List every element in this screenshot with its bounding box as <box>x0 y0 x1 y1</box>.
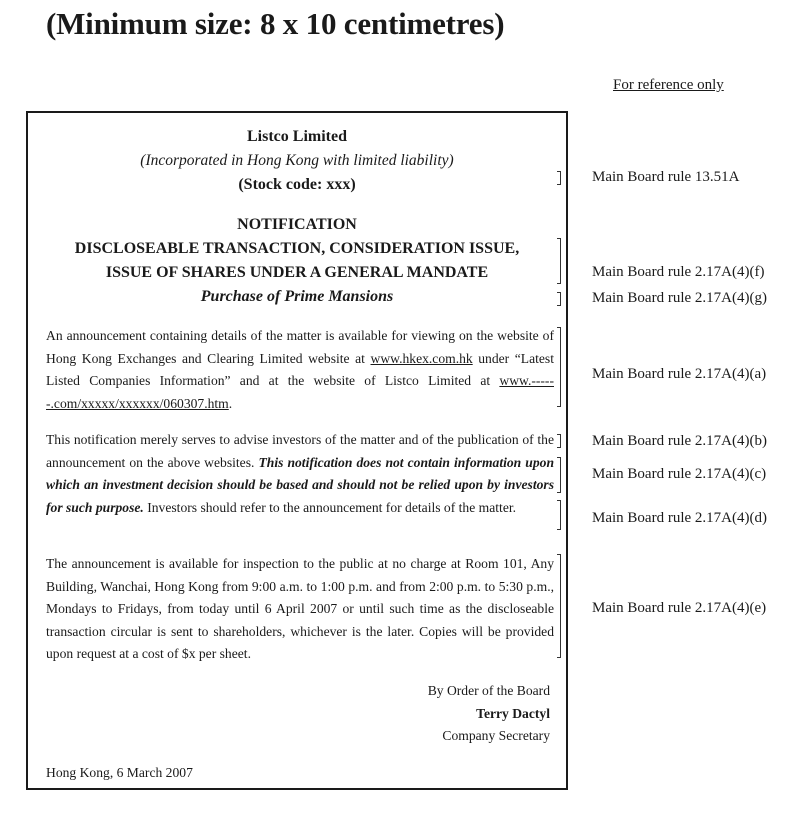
bracket-13-51a <box>557 171 561 185</box>
rule-reference: Main Board rule 2.17A(4)(b) <box>592 433 767 449</box>
investment-warning: This notification does not contain information upon which an investment decision should be based and should not be relied upon by investors for such purpose. <box>46 454 555 515</box>
stock-code: (Stock code: xxx) <box>238 176 356 193</box>
signatory-name: Terry Dactyl <box>476 706 550 721</box>
rule-reference: Main Board rule 2.17A(4)(c) <box>592 466 767 482</box>
hkex-website-link[interactable]: www.hkex.com.hk <box>370 350 473 366</box>
rule-reference: Main Board rule 2.17A(4)(f) <box>592 264 765 280</box>
transaction-title-line-2: ISSUE OF SHARES UNDER A GENERAL MANDATE <box>105 264 489 281</box>
para1-text-3: . <box>228 395 233 411</box>
bracket-2-17a-c <box>557 457 561 493</box>
para1-text-1: An announcement containing details of the matter is available for viewing on the website of Hong Kong Exchanges and Clearing Limited website at <box>46 328 554 366</box>
rule-reference: Main Board rule 2.17A(4)(a) <box>592 366 767 382</box>
transaction-subtitle: Purchase of Prime Mansions <box>200 288 394 305</box>
place-and-date: Hong Kong, 6 March 2007 <box>46 765 193 780</box>
rule-reference: Main Board rule 2.17A(4)(e) <box>592 600 767 616</box>
para1-text-2: under “Latest Listed Companies Information” and at the website of Listco Limited at <box>46 350 555 388</box>
notification-box <box>26 111 568 790</box>
reference-only-label: For reference only <box>613 77 724 93</box>
bracket-2-17a-b <box>557 434 561 448</box>
notification-heading: NOTIFICATION <box>237 216 357 233</box>
rule-reference: Main Board rule 2.17A(4)(g) <box>592 290 767 306</box>
bracket-2-17a-g <box>557 292 561 306</box>
rule-reference: Main Board rule 13.51A <box>592 169 740 185</box>
para2-text-1: This notification merely serves to advise investors of the matter and of the publication of the announcement on the above websites. <box>46 432 554 470</box>
incorporation-statement: (Incorporated in Hong Kong with limited liability) <box>140 152 454 169</box>
announcement-availability-paragraph <box>46 325 554 415</box>
bracket-2-17a-f <box>557 238 561 284</box>
signoff-line: By Order of the Board <box>427 683 550 698</box>
rule-reference: Main Board rule 2.17A(4)(d) <box>592 510 767 526</box>
transaction-title-line-1: DISCLOSEABLE TRANSACTION, CONSIDERATION ISSUE, <box>74 240 520 257</box>
para2-text-2: Investors should refer to the announcement for details of the matter. <box>143 499 517 515</box>
page-heading: (Minimum size: 8 x 10 centimetres) <box>46 6 505 41</box>
signatory-position: Company Secretary <box>442 728 550 743</box>
company-name: Listco Limited <box>247 128 347 145</box>
inspection-paragraph: The announcement is available for inspection to the public at no charge at Room 101, Any Building, Wanchai, Hong Kong from 9:00 a.m. to 1:00 p.m. and from 2:00 p.m. to 5:30 p.m., Mondays to Fridays, from today until 6 April 2007 or until such time as the discloseable transaction circular is sent to shareholders, whichever is the later. Copies will be provided upon request at a cost of $x per sheet. <box>46 556 554 661</box>
bracket-2-17a-e <box>557 554 561 658</box>
listco-website-link[interactable]: www.------.com/xxxxx/xxxxxx/060307.htm <box>46 373 554 411</box>
notification-purpose-paragraph <box>46 429 554 519</box>
bracket-2-17a-d <box>557 500 561 530</box>
bracket-2-17a-a <box>557 327 561 407</box>
